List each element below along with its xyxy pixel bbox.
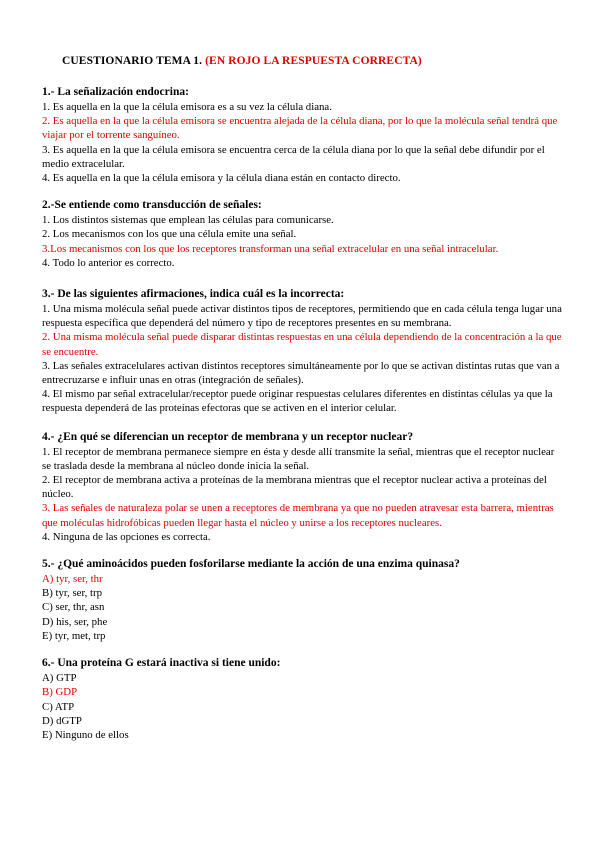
question-block <box>42 198 562 270</box>
answer-option: 1. Los distintos sistemas que emplean las células para comunicarse. <box>42 214 334 227</box>
answer-option-correct: 2. Una misma molécula señal puede disparar distintas respuestas en una célula dependiendo de la concentración a la que se encuentre. <box>42 331 562 358</box>
answer-option: 3. Es aquella en la que la célula emisora se encuentra cerca de la célula diana por lo que la señal debe difundir por el medio extracelular. <box>42 143 545 170</box>
answer-option: D) dGTP <box>42 714 82 727</box>
answer-option: 3. Las señales extracelulares activan distintos receptores simultáneamente por lo que se activan distintas rutas que van a entrecruzarse e influir unas en otras (integración de señales). <box>42 359 560 387</box>
answer-option: E) tyr, met, trp <box>42 629 106 642</box>
answer-option-correct: 3. Las señales de naturaleza polar se unen a receptores de membrana ya que no pueden atravesar esta barrera, mientras que moléculas hidrofóbicas pueden llegar hasta el núcleo y unirse a los receptores nucleares. <box>42 502 554 529</box>
answer-option: 4. El mismo par señal extracelular/receptor puede originar respuestas celulares diferentes en distintas células ya que la respuesta dependerá de las proteínas efectoras que se activen en el interior celular. <box>42 388 553 415</box>
answer-option: 1. El receptor de membrana permanece siempre en ésta y desde allí transmite la señal, mientras que el receptor nuclear se traslada desde la membrana al núcleo donde inicia la señal. <box>42 445 555 472</box>
answer-option: 4. Es aquella en la que la célula emisora y la célula diana están en contacto directo. <box>42 172 401 185</box>
answer-option-correct: B) GDP <box>42 686 78 699</box>
page-title <box>62 55 422 67</box>
answer-option-correct: A) tyr, ser, thr <box>42 573 103 586</box>
question-block <box>42 557 562 643</box>
question-title: 4.- ¿En qué se diferencian un receptor de membrana y un receptor nuclear? <box>42 430 414 443</box>
question-block <box>42 656 562 742</box>
answer-option: C) ser, thr, asn <box>42 601 105 614</box>
answer-option: D) his, ser, phe <box>42 615 108 628</box>
title-text: CUESTIONARIO TEMA 1. <box>62 55 203 67</box>
answer-option-correct: 2. Es aquella en la que la célula emisora se encuentra alejada de la célula diana, por lo que la molécula señal tendrá que viajar por el torrente sanguíneo. <box>42 115 558 142</box>
answer-option: A) GTP <box>42 672 77 685</box>
question-title: 6.- Una proteína G estará inactiva si tiene unido: <box>42 657 281 670</box>
answer-option: 1. Una misma molécula señal puede activar distintos tipos de receptores, permitiendo que en cada célula tenga lugar una respuesta específica que dependerá del número y tipo de receptores presentes en su membrana. <box>42 303 562 330</box>
title-note: (EN ROJO LA RESPUESTA CORRECTA) <box>205 55 422 67</box>
answer-option: 4. Todo lo anterior es correcto. <box>42 256 175 269</box>
question-list <box>42 85 562 755</box>
answer-option: 2. El receptor de membrana activa a proteínas de la membrana mientras que el receptor nuclear activa a proteínas del núcleo. <box>42 474 547 501</box>
answer-option: 4. Ninguna de las opciones es correcta. <box>42 530 211 543</box>
answer-option: C) ATP <box>42 700 75 713</box>
question-title: 5.- ¿Qué aminoácidos pueden fosforilarse mediante la acción de una enzima quinasa? <box>42 558 460 571</box>
question-block <box>42 430 562 544</box>
answer-option: E) Ninguno de ellos <box>42 728 129 741</box>
answer-option: 2. Los mecanismos con los que una célula emite una señal. <box>42 228 297 241</box>
question-title: 3.- De las siguientes afirmaciones, indica cuál es la incorrecta: <box>42 288 345 301</box>
question-title: 2.-Se entiende como transducción de señales: <box>42 199 262 212</box>
question-title: 1.- La señalización endocrina: <box>42 86 189 98</box>
question-block <box>42 85 562 185</box>
answer-option: 1. Es aquella en la que la célula emisora es a su vez la célula diana. <box>42 101 332 113</box>
question-block <box>42 287 562 416</box>
answer-option-correct: 3.Los mecanismos con los que los receptores transforman una señal extracelular en una señal intracelular. <box>42 242 499 255</box>
answer-option: B) tyr, ser, trp <box>42 587 103 600</box>
